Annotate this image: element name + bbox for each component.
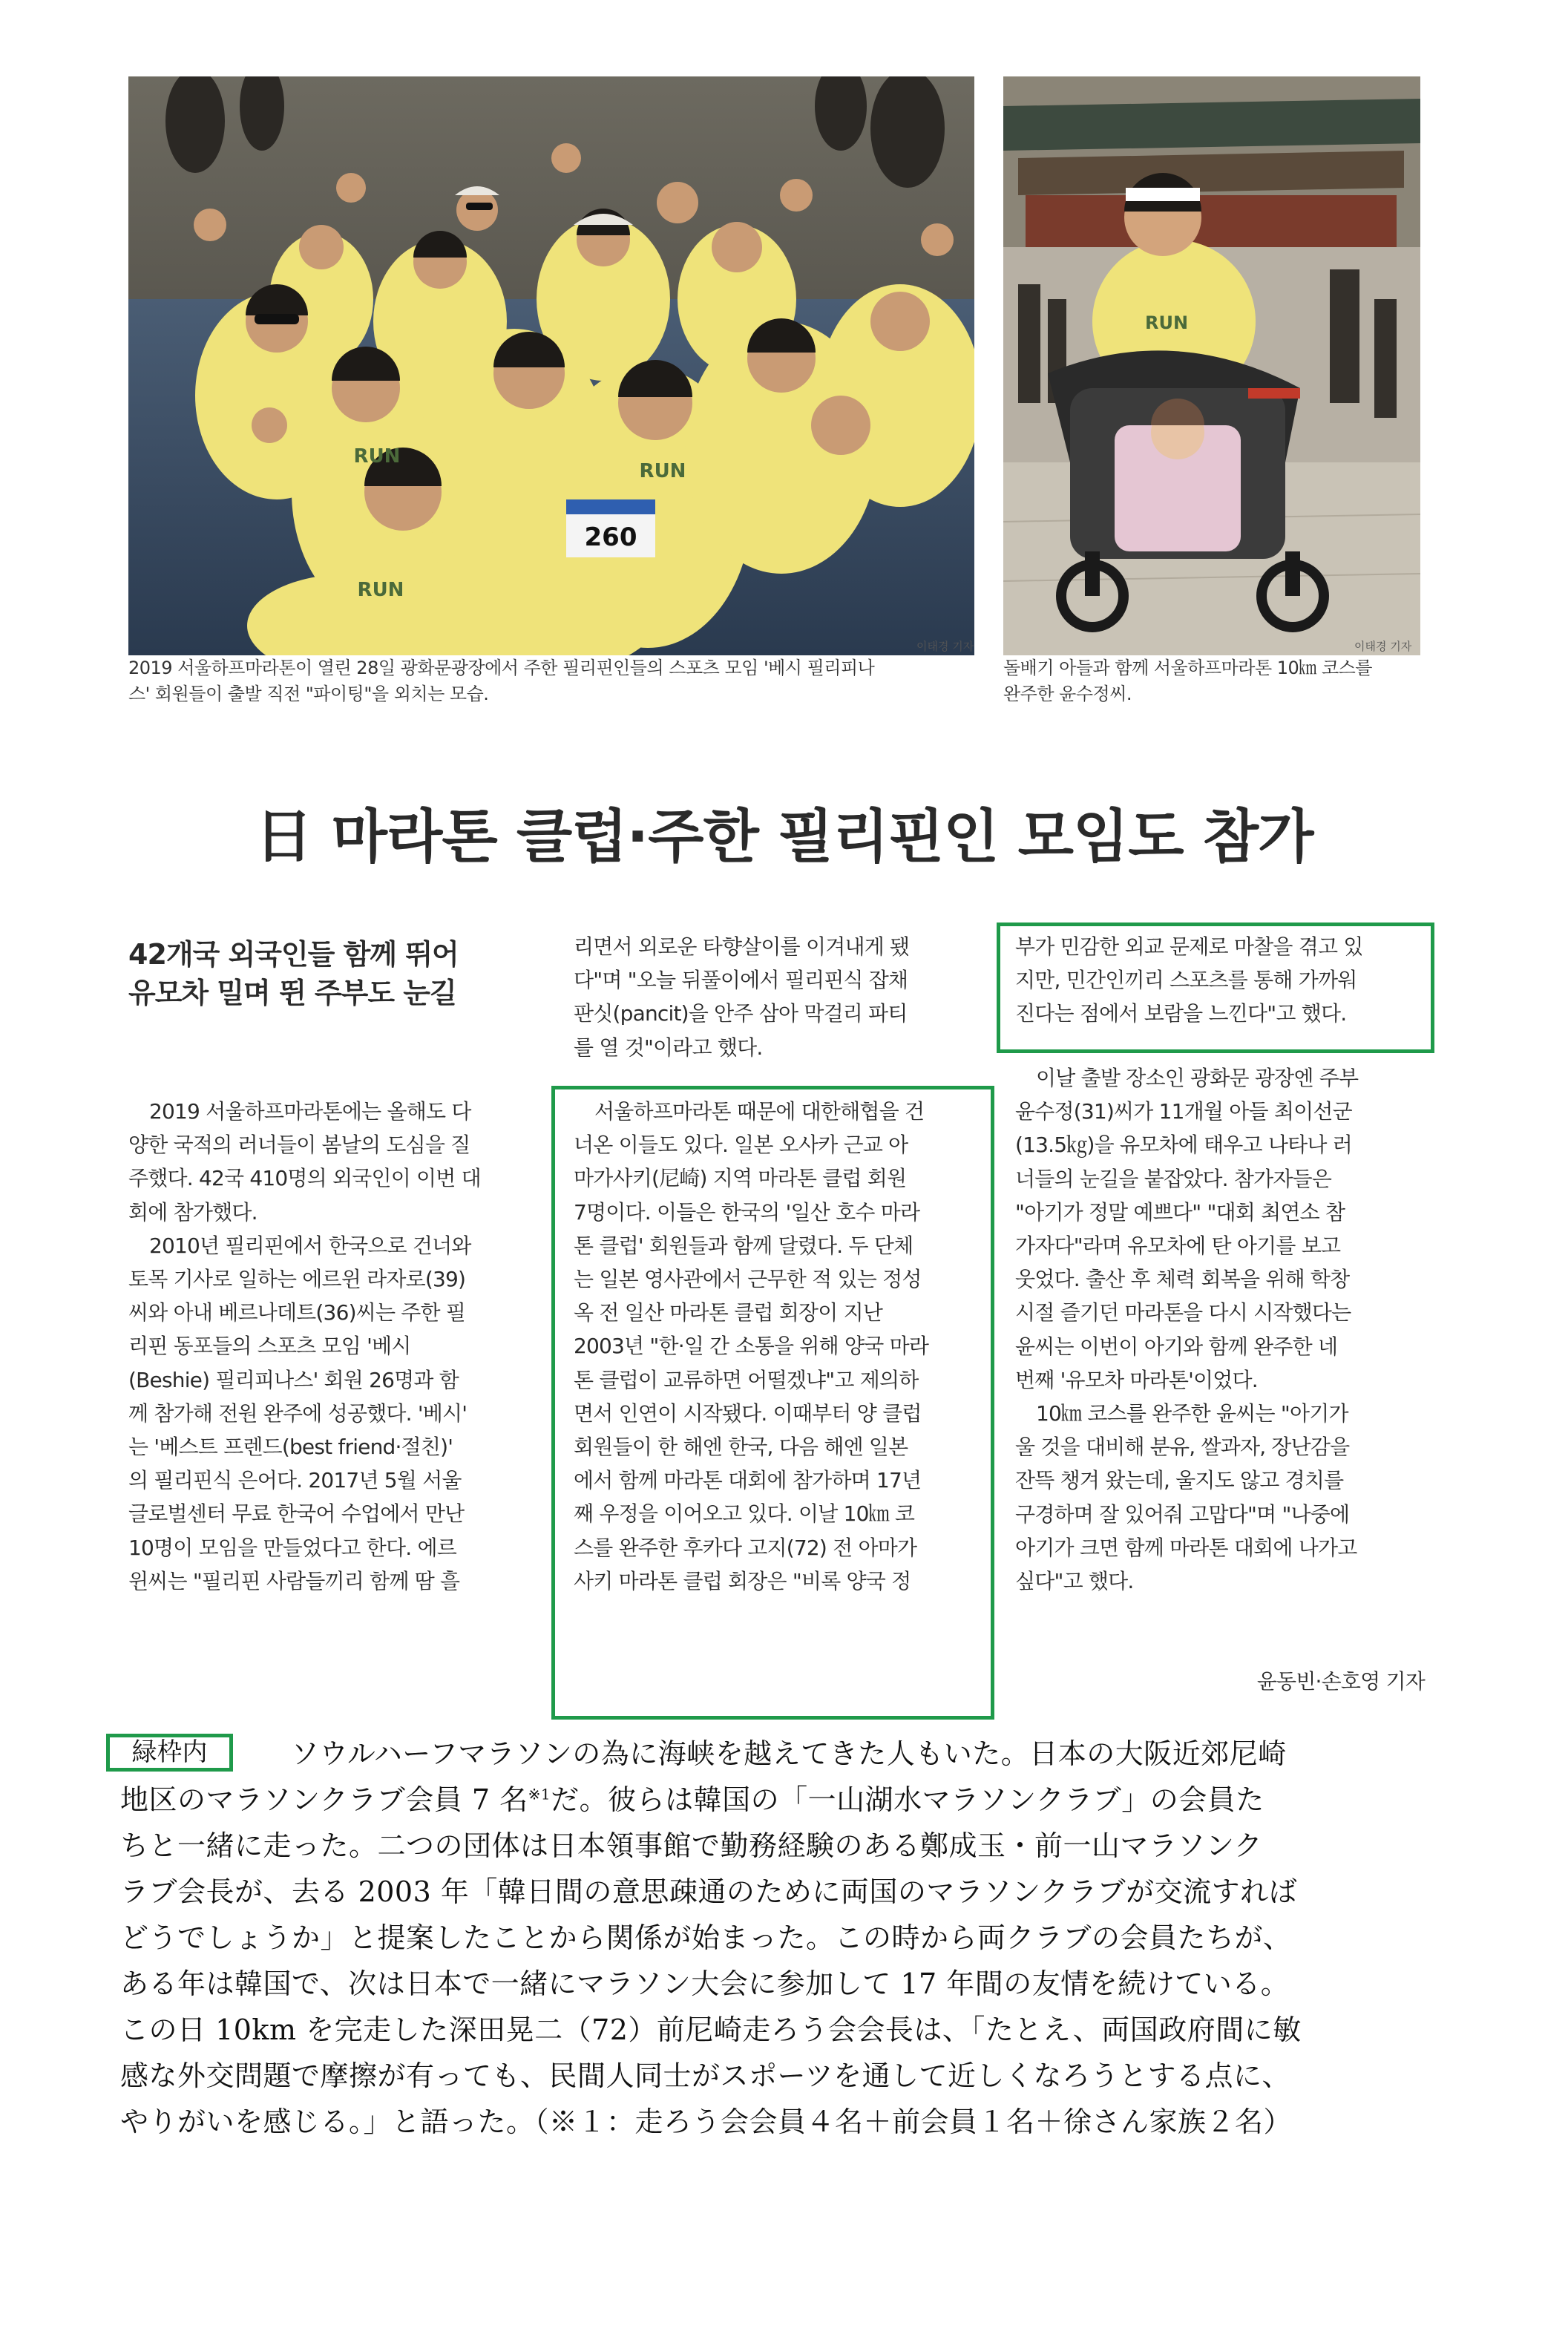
text-line: 글로벌센터 무료 한국어 수업에서 만난	[128, 1501, 465, 1527]
text-line: 톤 클럽이 교류하면 어떨겠냐"고 제의하	[574, 1367, 919, 1392]
text-line: 마가사키(尼崎) 지역 마라톤 클럽 회원	[574, 1166, 907, 1191]
text-line: 는 일본 영사관에서 근무한 적 있는 정성	[574, 1267, 922, 1292]
text-line: 옥 전 일산 마라톤 클럽 회장이 지난	[574, 1300, 883, 1325]
shirt-logo-right: RUN	[1144, 312, 1189, 333]
jp-line: この日 10km を完走した深田晃二（72）前尼崎走ろう会会長は、「たとえ、両国政府間に敏	[120, 2013, 1302, 2046]
subhead-line: 42개국 외국인들 함께 뛰어	[128, 938, 459, 971]
text-line: 부가 민감한 외교 문제로 마찰을 겪고 있	[1015, 934, 1363, 959]
text-line: 를 열 것"이라고 했다.	[574, 1035, 763, 1060]
text-line: 2019 서울하프마라톤에는 올해도 다	[149, 1099, 471, 1124]
text-line: 진다는 점에서 보람을 느낀다"고 했다.	[1015, 1001, 1347, 1026]
text-line: 양한 국적의 러너들이 봄날의 도심을 질	[128, 1133, 470, 1158]
text-line: 7명이다. 이들은 한국의 '일산 호수 마라	[574, 1199, 920, 1225]
jp-line: やりがいを感じる。」と語った。（※１：走ろう会会員４名＋前会員１名＋徐さん家族２名）	[120, 2106, 1293, 2138]
jp-line	[120, 1777, 1449, 1823]
headline: 日 마라톤 클럽·주한 필리핀인 모임도 참가	[255, 804, 1313, 871]
text-line: 잔뜩 챙겨 왔는데, 울지도 않고 경치를	[1015, 1468, 1344, 1493]
caption-line: 완주한 윤수정씨.	[1003, 684, 1132, 704]
text-line: 째 우정을 이어오고 있다. 이날 10㎞ 코	[574, 1501, 915, 1527]
jp-line-part: だ。彼らは韓国の「一山湖水マラソンクラブ」の会員た	[551, 1783, 1264, 1816]
text-line: 시절 즐기던 마라톤을 다시 시작했다는	[1015, 1300, 1351, 1325]
text-line: 에서 함께 마라톤 대회에 참가하며 17년	[574, 1468, 922, 1493]
text-line: 스를 완주한 후카다 고지(72) 전 아마가	[574, 1535, 917, 1560]
bib-number: 260	[584, 522, 637, 552]
text-line: 사키 마라톤 클럽 회장은 "비록 양국 정	[574, 1568, 911, 1593]
text-line: 너들의 눈길을 붙잡았다. 참가자들은	[1015, 1166, 1332, 1191]
text-line: 리면서 외로운 타향살이를 이겨내게 됐	[574, 934, 910, 959]
text-line: 이날 출발 장소인 광화문 광장엔 주부	[1036, 1066, 1359, 1090]
text-line: 울 것을 대비해 분유, 쌀과자, 장난감을	[1015, 1435, 1350, 1460]
photo-mother-stroller	[1003, 76, 1420, 655]
article-column-3-boxed	[1015, 930, 1431, 1031]
text-line: 는 '베스트 프렌드(best friend·절친)'	[128, 1435, 453, 1460]
byline: 윤동빈·손호영 기자	[1256, 1669, 1425, 1694]
shirt-logo-3: RUN	[357, 579, 404, 601]
text-line: 번째 '유모차 마라톤'이었다.	[1015, 1367, 1258, 1392]
footnote-mark: ※1	[528, 1785, 551, 1803]
text-line: "아기가 정말 예쁘다" "대회 최연소 참	[1015, 1199, 1345, 1225]
caption-line: 2019 서울하프마라톤이 열린 28일 광화문광장에서 주한 필리핀인들의 스포츠 모임 '베시 필리피나	[128, 658, 875, 678]
text-line: 웃었다. 출산 후 체력 회복을 위해 학창	[1015, 1267, 1350, 1292]
text-line: 2003년 "한·일 간 소통을 위해 양국 마라	[574, 1334, 929, 1359]
subhead-line: 유모차 밀며 뛴 주부도 눈길	[128, 977, 456, 1009]
jp-line: ソウルハーフマラソンの為に海峡を越えてきた人もいた。日本の大阪近郊尼崎	[291, 1737, 1287, 1770]
jp-line-part: 地区のマラソンクラブ会員 7 名	[120, 1783, 528, 1816]
text-line: 윤씨는 이번이 아기와 함께 완주한 네	[1015, 1334, 1338, 1359]
article-column-3	[1015, 1061, 1431, 1598]
green-frame-label: 緑枠内	[106, 1734, 233, 1772]
text-line: 의 필리핀식 은어다. 2017년 5월 서울	[128, 1468, 462, 1493]
text-line: 윈씨는 "필리핀 사람들끼리 함께 땀 흘	[128, 1568, 460, 1593]
caption-line: 스' 회원들이 출발 직전 "파이팅"을 외치는 모습.	[128, 684, 489, 704]
jp-line: どうでしょうか」と提案したことから関係が始まった。この時から両クラブの会員たちが、	[120, 1921, 1292, 1954]
text-line: (13.5㎏)을 유모차에 태우고 나타나 러	[1015, 1133, 1352, 1158]
subhead	[128, 935, 544, 1012]
text-line: 10㎞ 코스를 완주한 윤씨는 "아기가	[1036, 1401, 1348, 1426]
text-line: 2010년 필리핀에서 한국으로 건너와	[149, 1233, 471, 1258]
text-line: 싶다"고 했다.	[1015, 1569, 1134, 1594]
text-line: 주했다. 42국 410명의 외국인이 이번 대	[128, 1166, 481, 1191]
shirt-logo-1: RUN	[353, 445, 401, 468]
text-line: 서울하프마라톤 때문에 대한해협을 건	[594, 1099, 925, 1124]
article-column-1	[128, 1095, 544, 1598]
text-line: 께 참가해 전원 완주에 성공했다. '베시'	[128, 1400, 468, 1426]
jp-line: ある年は韓国で、次は日本で一緒にマラソン大会に参加して 17 年間の友情を続けている。	[120, 1967, 1290, 2000]
text-line: 너온 이들도 있다. 일본 오사카 근교 아	[574, 1133, 908, 1158]
text-line: 토목 기사로 일하는 에르윈 라자로(39)	[128, 1267, 466, 1292]
text-line: 리핀 동포들의 스포츠 모임 '베시	[128, 1334, 411, 1359]
jp-line: ラブ会長が、去る 2003 年「韓日間の意思疎通のために両国のマラソンクラブが交流すれば	[120, 1875, 1298, 1908]
photo-right-credit: 이태경 기자	[1354, 640, 1412, 653]
text-line: 판싯(pancit)을 안주 삼아 막걸리 파티	[574, 1001, 908, 1026]
text-line: 회원들이 한 해엔 한국, 다음 해엔 일본	[574, 1435, 908, 1460]
photo-right-caption	[1003, 655, 1420, 707]
article-column-2-top	[574, 930, 989, 1064]
text-line: 톤 클럽' 회원들과 함께 달렸다. 두 단체	[574, 1233, 913, 1258]
text-line: (Beshie) 필리피나스' 회원 26명과 함	[128, 1367, 459, 1392]
text-line: 윤수정(31)씨가 11개월 아들 최이선군	[1015, 1099, 1352, 1124]
japanese-translation	[120, 1731, 1449, 2145]
photo-left-caption	[128, 655, 974, 707]
caption-line: 돌배기 아들과 함께 서울하프마라톤 10㎞ 코스를	[1003, 658, 1372, 678]
article-column-2-boxed	[574, 1095, 989, 1598]
photo-left-credit: 이태경 기자	[916, 640, 974, 653]
text-line: 면서 인연이 시작됐다. 이때부터 양 클럽	[574, 1400, 922, 1426]
jp-line: ちと一緒に走った。二つの団体は日本領事館で勤務経験のある鄭成玉・前一山マラソンク	[120, 1829, 1263, 1862]
text-line: 10명이 모임을 만들었다고 한다. 에르	[128, 1535, 457, 1560]
text-line: 회에 참가했다.	[128, 1199, 257, 1225]
photo-runners-group	[128, 76, 974, 655]
text-line: 다"며 "오늘 뒤풀이에서 필리핀식 잡채	[574, 968, 908, 993]
text-line: 가자다"라며 유모차에 탄 아기를 보고	[1015, 1233, 1341, 1259]
text-line: 지만, 민간인끼리 스포츠를 통해 가까워	[1015, 968, 1357, 993]
text-line: 구경하며 잘 있어줘 고맙다"며 "나중에	[1015, 1501, 1350, 1527]
jp-line: 感な外交問題で摩擦が有っても、民間人同士がスポーツを通して近しくなろうとする点に、	[120, 2059, 1290, 2092]
text-line: 아기가 크면 함께 마라톤 대회에 나가고	[1015, 1535, 1357, 1560]
text-line: 씨와 아내 베르나데트(36)씨는 주한 필	[128, 1300, 466, 1325]
shirt-logo-2: RUN	[639, 460, 686, 482]
